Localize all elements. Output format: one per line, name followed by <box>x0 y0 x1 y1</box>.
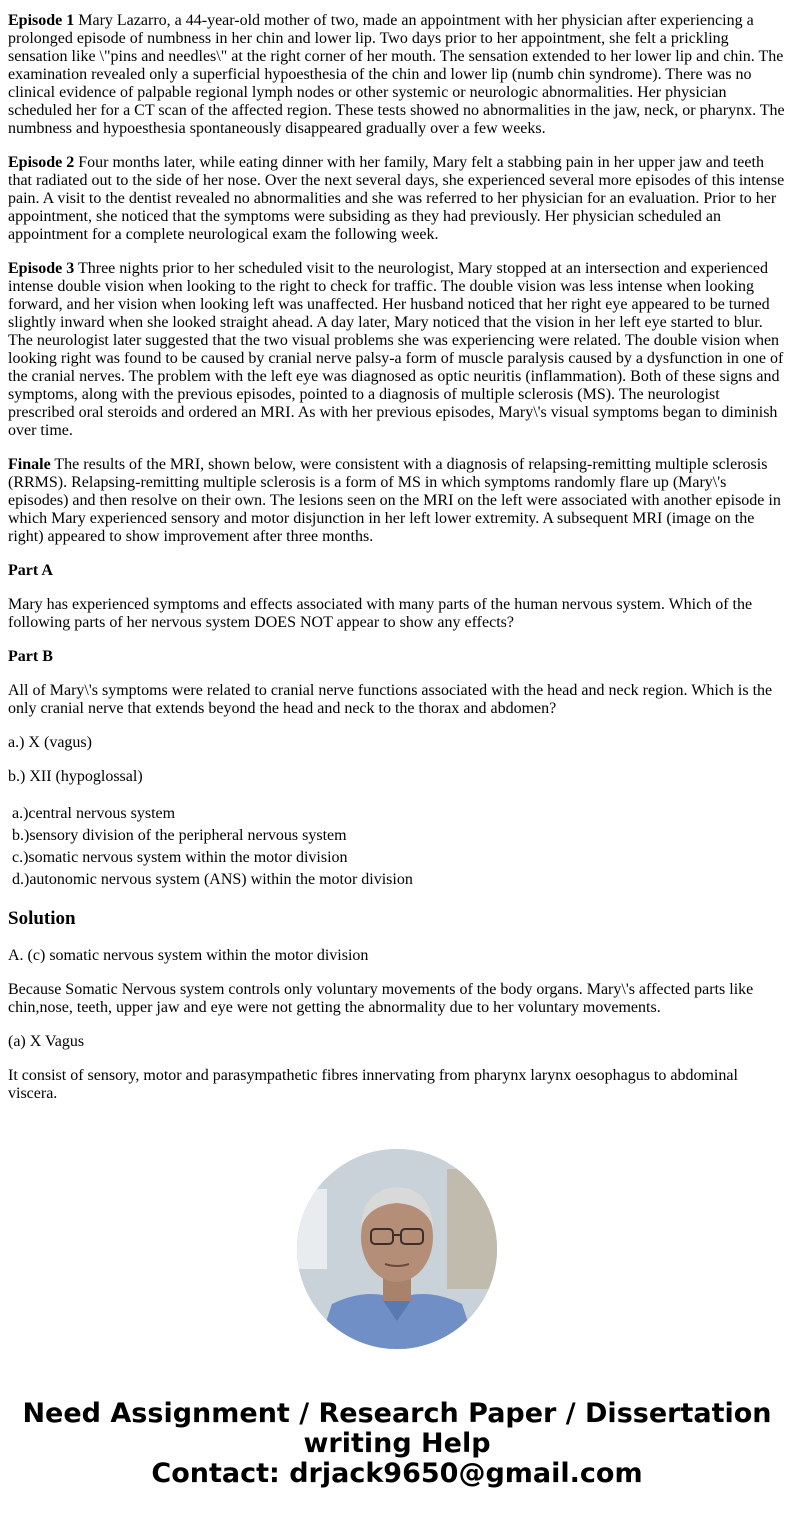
finale-text: The results of the MRI, shown below, were consistent with a diagnosis of relapsing-remitting multiple sclerosis (RRMS). Relapsing-remitting multiple sclerosis is a form of MS in which symptoms randomly flare up (Mary\'s episodes) and then resolve on their own. The lesions seen on the MRI on the left were associated with another episode in which Mary experienced sensory and motor disjunction in her left lower extremity. A subsequent MRI (image on the right) appeared to show improvement after three months. <box>8 456 781 545</box>
part-a-heading: Part A <box>8 562 53 579</box>
finale-label: Finale <box>8 456 51 473</box>
part-b-heading: Part B <box>8 648 53 665</box>
table-row <box>11 848 414 868</box>
solution-explanation-a: Because Somatic Nervous system controls only voluntary movements of the body organs. Mary\'s affected parts like chin,nose, teeth, upper jaw and eye were not getting the abnormality due to her voluntary movements. <box>8 981 754 1016</box>
solution-answer-a: A. (c) somatic nervous system within the motor division <box>8 947 369 964</box>
episode-3-paragraph <box>8 260 786 440</box>
promo-contact: Contact: drjack9650@gmail.com <box>151 1458 643 1489</box>
finale-paragraph <box>8 456 786 546</box>
promo-line-1: Need Assignment / Research Paper / Dissertation writing Help <box>22 1398 772 1459</box>
part-b-option-b: b.) XII (hypoglossal) <box>8 768 143 785</box>
author-photo-container <box>8 1149 786 1349</box>
part-a-question: Mary has experienced symptoms and effects associated with many parts of the human nervous system. Which of the following parts of her nervous system DOES NOT appear to show any effects? <box>8 596 753 631</box>
part-b-question: All of Mary\'s symptoms were related to cranial nerve functions associated with the head and neck region. Which is the only cranial nerve that extends beyond the head and neck to the thorax and abdomen? <box>8 682 773 717</box>
episode-1-text: Mary Lazarro, a 44-year-old mother of two, made an appointment with her physician after experiencing a prolonged episode of numbness in her chin and lower lip. Two days prior to her appointment, she felt a prickling sensation like \"pins and needles\" at the right corner of her mouth. The sensation extended to her lower lip and chin. The examination revealed only a superficial hypoesthesia of the chin and lower lip (numb chin syndrome). There was no clinical evidence of palpable regional lymph nodes or other systemic or neurologic abnormalities. Her physician scheduled her for a CT scan of the affected region. These tests showed no abnormalities in the jaw, neck, or pharynx. The numbness and hypoesthesia spontaneously disappeared gradually over a few weeks. <box>8 12 785 137</box>
option-cell: b.)sensory division of the peripheral nervous system <box>12 827 347 844</box>
author-avatar <box>297 1149 497 1349</box>
table-row <box>11 826 414 846</box>
table-row <box>11 804 414 824</box>
episode-3-text: Three nights prior to her scheduled visit to the neurologist, Mary stopped at an intersection and experienced intense double vision when looking to the right to check for traffic. The double vision was less intense when looking forward, and her vision when looking left was unaffected. Her husband noticed that her right eye appeared to be turned slightly inward when she looked straight ahead. A day later, Mary noticed that the vision in her left eye started to blur. The neurologist later suggested that the two visual problems she was experiencing were related. The double vision when looking right was found to be caused by cranial nerve palsy-a form of muscle paralysis caused by a dysfunction in one of the cranial nerves. The problem with the left eye was diagnosed as optic neuritis (inflammation). Both of these signs and symptoms, along with the previous episodes, pointed to a diagnosis of multiple sclerosis (MS). The neurologist prescribed oral steroids and ordered an MRI. As with her previous episodes, Mary\'s visual symptoms began to diminish over time. <box>8 260 784 439</box>
promo-banner <box>8 1399 786 1489</box>
episode-1-paragraph <box>8 12 786 138</box>
episode-2-text: Four months later, while eating dinner with her family, Mary felt a stabbing pain in her upper jaw and teeth that radiated out to the side of her nose. Over the next several days, she experienced several more episodes of this intense pain. A visit to the dentist revealed no abnormalities and she was referred to her physician for an evaluation. Prior to her appointment, she noticed that the symptoms were subsiding as they had previously. Her physician scheduled an appointment for a complete neurological exam the following week. <box>8 154 785 243</box>
option-cell: c.)somatic nervous system within the motor division <box>12 849 348 866</box>
episode-2-label: Episode 2 <box>8 154 75 171</box>
option-cell: a.)central nervous system <box>12 805 176 822</box>
option-cell: d.)autonomic nervous system (ANS) within the motor division <box>12 871 413 888</box>
episode-3-label: Episode 3 <box>8 260 75 277</box>
episode-2-paragraph <box>8 154 786 244</box>
solution-answer-b: (a) X Vagus <box>8 1033 85 1050</box>
part-a-options-table <box>9 802 416 892</box>
solution-heading: Solution <box>8 908 76 929</box>
solution-explanation-b: It consist of sensory, motor and parasympathetic fibres innervating from pharynx larynx oesophagus to abdominal viscera. <box>8 1067 738 1102</box>
part-b-option-a: a.) X (vagus) <box>8 734 92 751</box>
author-portrait-graphic <box>297 1149 497 1349</box>
episode-1-label: Episode 1 <box>8 12 75 29</box>
table-row <box>11 870 414 890</box>
